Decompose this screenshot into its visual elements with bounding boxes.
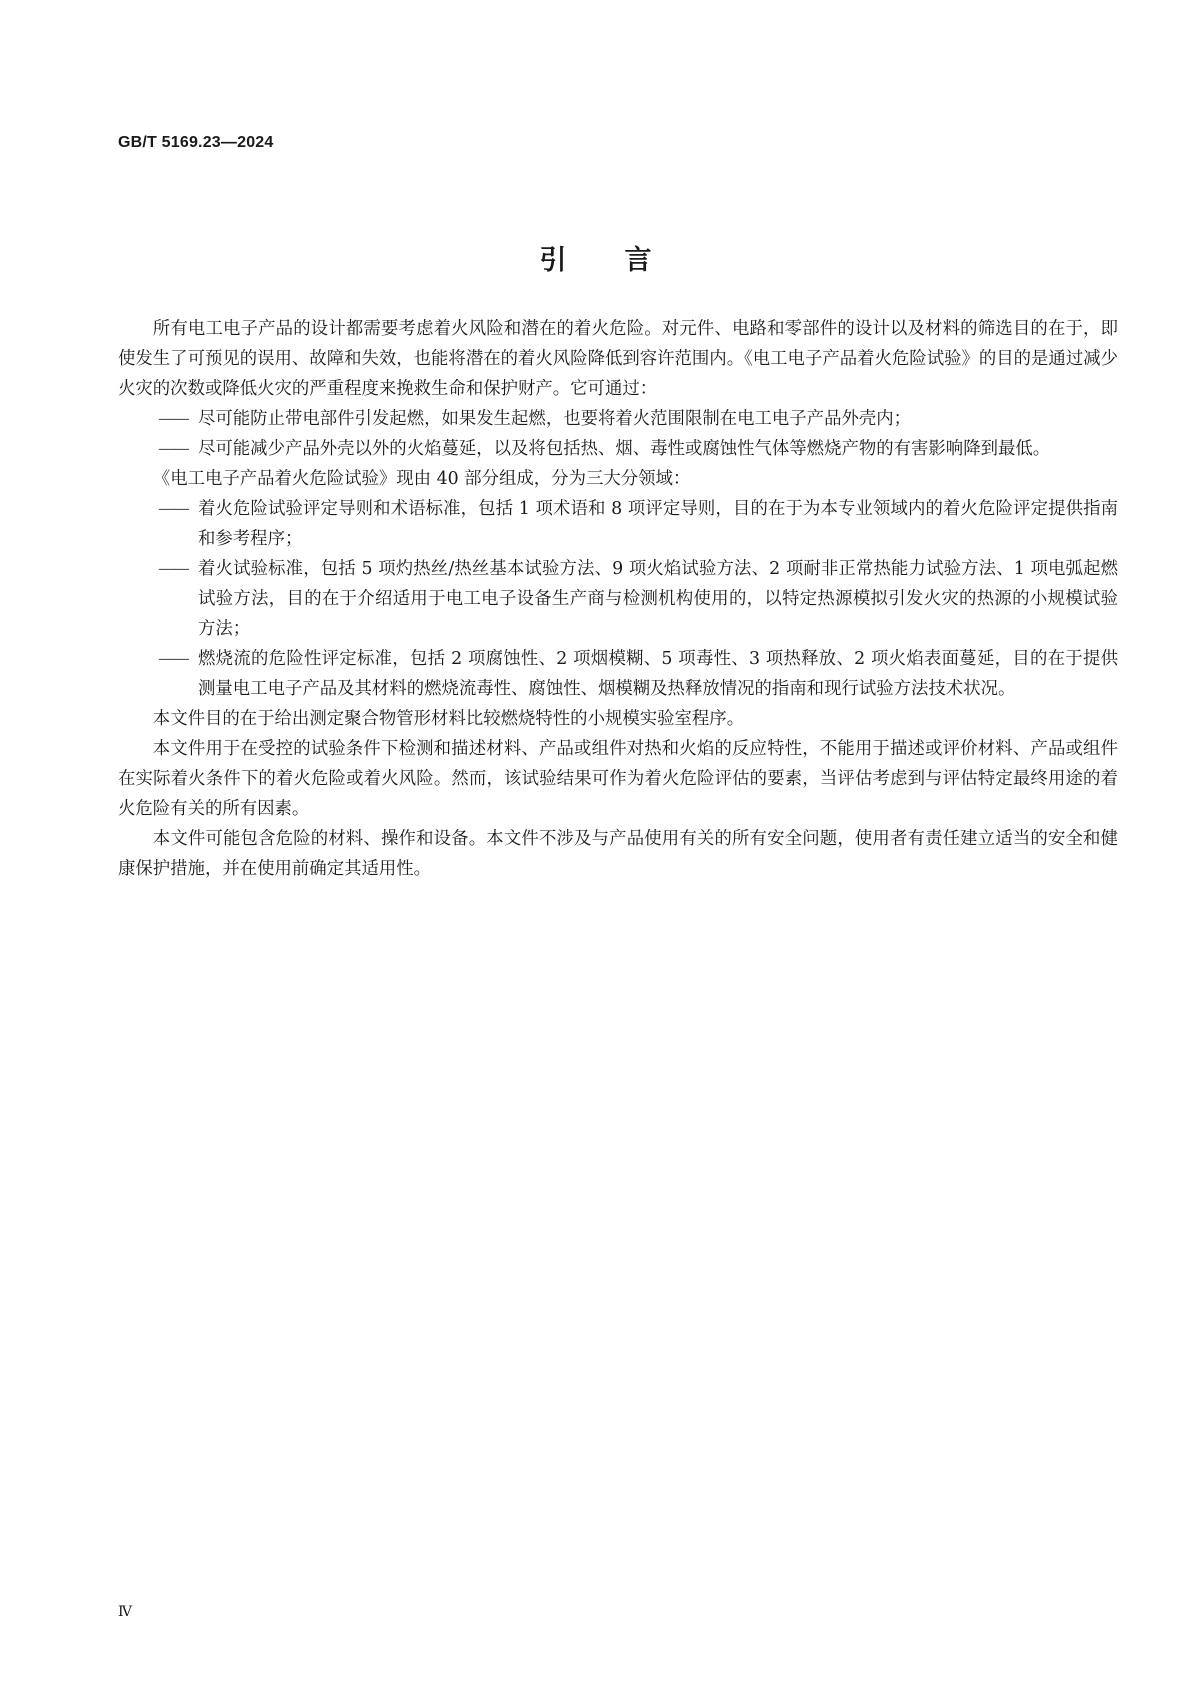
paragraph-structure: 《电工电子产品着火危险试验》现由 40 部分组成，分为三大分领域：	[152, 469, 691, 489]
page-number: Ⅳ	[118, 1604, 132, 1620]
paragraph-safety: 本文件可能包含危险的材料、操作和设备。本文件不涉及与产品使用有关的所有安全问题，使用者有责任建立适当的安全和健康保护措施，并在使用前确定其适用性。	[118, 829, 1118, 879]
page-title	[0, 238, 1191, 277]
title-char-1: 引	[539, 245, 567, 276]
list-item	[118, 434, 1118, 464]
introduction-body	[118, 314, 1118, 884]
list-item	[118, 404, 1118, 434]
paragraph-scope: 本文件用于在受控的试验条件下检测和描述材料、产品或组件对热和火焰的反应特性，不能用于描述或评价材料、产品或组件在实际着火条件下的着火危险或着火风险。然而，该试验结果可作为着火危险评估的要素，当评估考虑到与评估特定最终用途的着火危险有关的所有因素。	[118, 739, 1118, 819]
list-item	[118, 644, 1118, 704]
paragraph-intro: 所有电工电子产品的设计都需要考虑着火风险和潜在的着火危险。对元件、电路和零部件的设计以及材料的筛选目的在于，即使发生了可预见的误用、故障和失效，也能将潜在的着火风险降低到容许范围内。《电工电子产品着火危险试验》的目的是通过减少火灾的次数或降低火灾的严重程度来挽救生命和保护财产。它可通过：	[118, 319, 1118, 399]
list-dash: ——	[158, 439, 187, 459]
list-item-text: 燃烧流的危险性评定标准，包括 2 项腐蚀性、2 项烟模糊、5 项毒性、3 项热释放、2 项火焰表面蔓延，目的在于提供测量电工电子产品及其材料的燃烧流毒性、腐蚀性、烟模糊及热释放情况的指南和现行试验方法技术状况。	[198, 649, 1118, 699]
list-dash: ——	[158, 499, 187, 519]
list-item-text: 尽可能减少产品外壳以外的火焰蔓延，以及将包括热、烟、毒性或腐蚀性气体等燃烧产物的有害影响降到最低。	[198, 439, 1051, 459]
list-item-text: 尽可能防止带电部件引发起燃，如果发生起燃，也要将着火范围限制在电工电子产品外壳内；	[198, 409, 912, 429]
list-item	[118, 554, 1118, 644]
list-item-text: 着火危险试验评定导则和术语标准，包括 1 项术语和 8 项评定导则，目的在于为本专业领域内的着火危险评定提供指南和参考程序；	[198, 499, 1118, 549]
list-item-text: 着火试验标准，包括 5 项灼热丝/热丝基本试验方法、9 项火焰试验方法、2 项耐非正常热能力试验方法、1 项电弧起燃试验方法，目的在于介绍适用于电工电子设备生产商与检测机构使用的，以特定热源模拟引发火灾的热源的小规模试验方法；	[198, 559, 1118, 639]
list-dash: ——	[158, 409, 187, 429]
list-dash: ——	[158, 649, 187, 669]
list-dash: ——	[158, 559, 187, 579]
list-item	[118, 494, 1118, 554]
standard-number: GB/T 5169.23—2024	[118, 134, 274, 151]
paragraph-purpose: 本文件目的在于给出测定聚合物管形材料比较燃烧特性的小规模实验室程序。	[152, 709, 745, 729]
title-char-2: 言	[624, 245, 652, 276]
